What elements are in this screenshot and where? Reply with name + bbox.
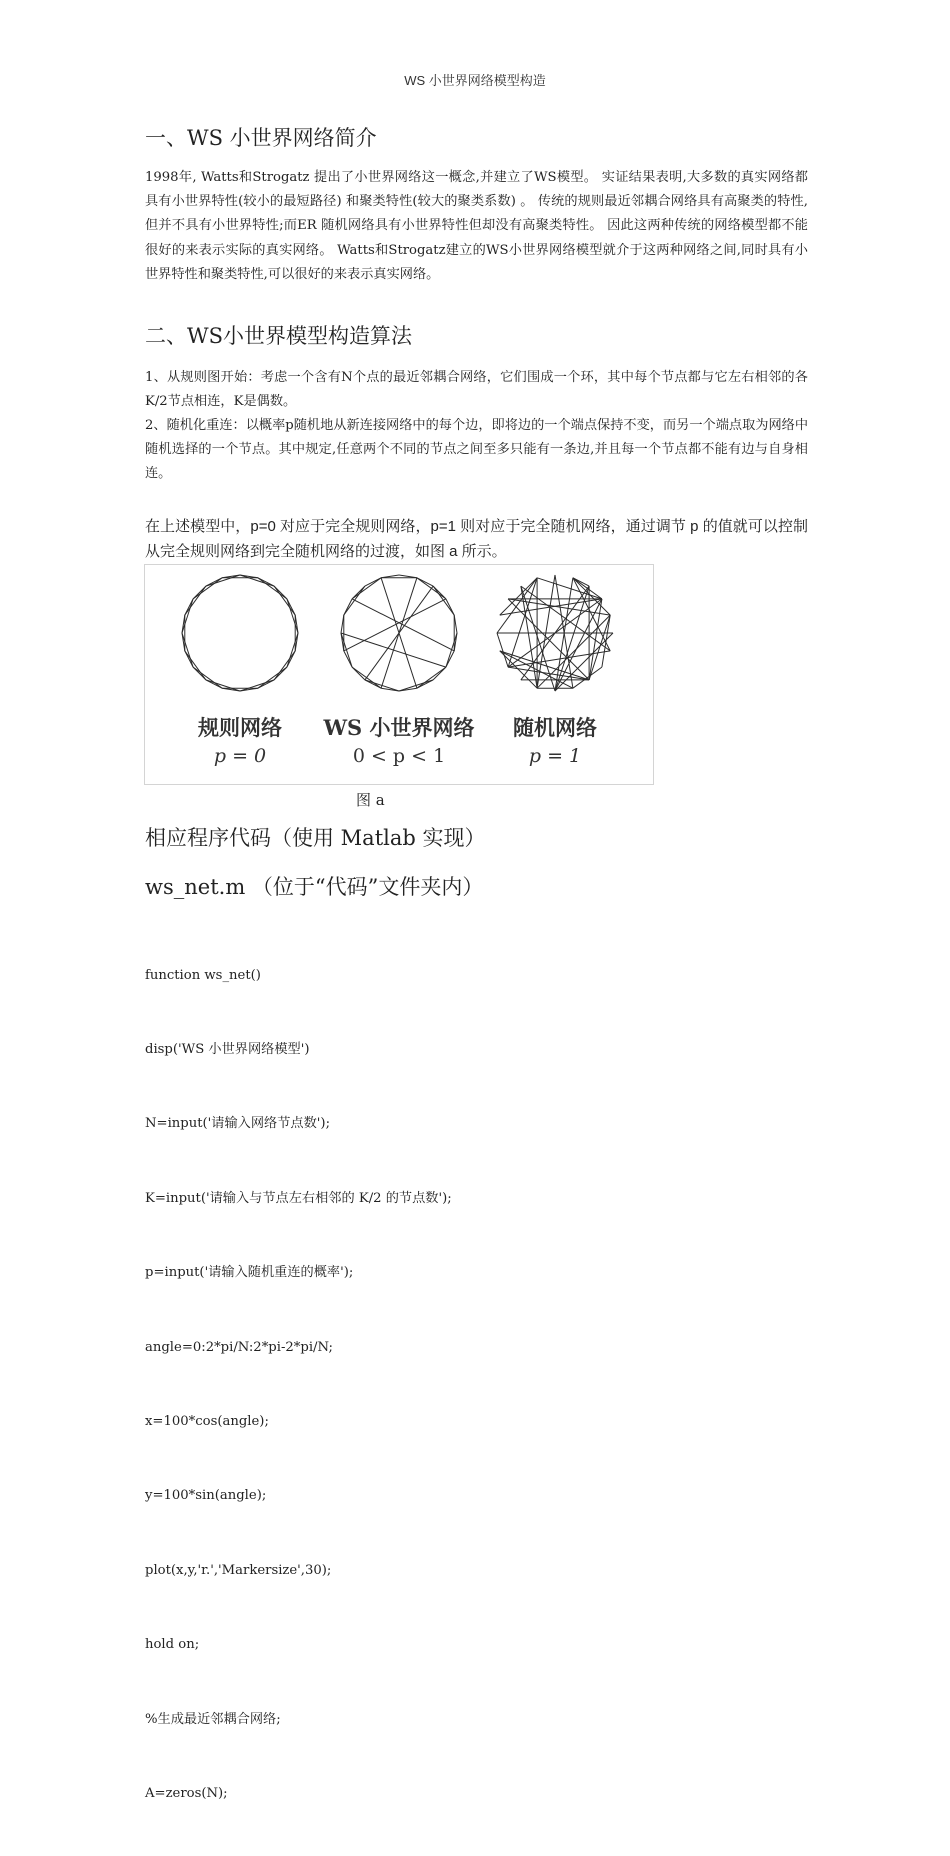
network-edge [193,578,222,599]
code-line: p=input('请输入随机重连的概率'); [145,1265,354,1281]
network-edge [537,578,602,599]
regular-network-graph [182,575,298,691]
code-line: x=100*cos(angle); [145,1413,269,1429]
network-edge [274,586,295,615]
panel-label-random: 随机网络 [513,715,597,740]
network-edge [352,667,365,680]
code-line: angle=0:2*pi/N:2*pi-2*pi/N; [145,1339,333,1355]
code-line: N=input('请输入网络节点数'); [145,1116,331,1132]
network-edge [182,599,193,633]
network-edge [274,651,295,680]
section1-heading: 一、WS 小世界网络简介 [145,126,377,150]
code-line: y=100*sin(angle); [145,1488,267,1504]
panel-param-regular: p = 0 [213,745,267,767]
network-edge [287,633,298,667]
figure-caption: 图 a [356,791,385,809]
network-edge [573,578,610,615]
network-edge [521,586,555,691]
network-edge [417,667,446,688]
network-edge [352,599,454,651]
network-edge [185,586,206,615]
network-edge [497,633,508,667]
network-edge [497,578,537,633]
network-edge [206,680,240,691]
code-line: hold on; [145,1637,200,1653]
network-edge [193,667,222,688]
code-file-heading: ws_net.m （位于“代码”文件夹内） [145,875,484,899]
panel-param-random: p = 1 [528,745,582,767]
code-line: function ws_net() [145,967,261,983]
code-line: %生成最近邻耦合网络; [145,1711,281,1727]
network-edge [344,599,446,651]
code-line: disp('WS 小世界网络模型') [145,1041,310,1057]
network-edge [500,651,589,680]
network-edge [182,633,193,667]
network-edge [287,599,298,633]
network-edge [258,578,287,599]
code-line: plot(x,y,'r.','Markersize',30); [145,1562,332,1578]
algorithm-step-2: 2、随机化重连：以概率p随机地从新连接网络中的每个边，即将边的一个端点保持不变，而另一个端点取为网络中随机选择的一个节点。其中规定,任意两个不同的节点之间至多只能有一条边,并且每一个节点都不能有边与自身相连。 [145,418,809,481]
panel-label-regular: 规则网络 [198,715,282,740]
panel-label-small-world: WS 小世界网络 [323,715,475,740]
network-edge [206,575,240,586]
code-line: A=zeros(N); [145,1785,228,1801]
page-header: WS 小世界网络模型构造 [404,73,546,88]
network-edge [399,688,417,691]
algorithm-step-1: 1、从规则图开始：考虑一个含有N个点的最近邻耦合网络，它们围成一个环，其中每个节点都与它左右相邻的各K/2节点相连，K是偶数。 [145,370,808,409]
random-network-graph [497,575,613,691]
code-line: K=input('请输入与节点左右相邻的 K/2 的节点数'); [145,1190,452,1206]
section1-paragraph: 1998年, Watts和Strogatz 提出了小世界网络这一概念,并建立了WS模型。 实证结果表明,大多数的真实网络都具有小世界特性(较小的最短路径) 和聚类特性(较大的聚类系数) 。 传统的规则最近邻耦合网络具有高聚类的特性,但并不具有小世界特性;而ER 随机网络具有小世界特性但却没有高聚类特性。 因此这两种传统的网络模型都不能很好的来表示实际的真实网络。 Watts和Strogatz建立的WS小世界网络模型就介于这两种网络之间,同时具有小世界特性和聚类特性,可以很好的来表示真实网络。 [145,170,808,282]
network-edge [240,680,274,691]
network-edge [589,615,610,680]
section2-heading: 二、WS小世界模型构造算法 [145,324,412,348]
network-edge [240,575,274,586]
code-section-heading: 相应程序代码（使用 Matlab 实现） [145,826,486,850]
network-edge [508,599,589,680]
network-edge [446,599,454,615]
small-world-network-graph [341,575,457,691]
network-edge [258,667,287,688]
network-figure [144,564,654,785]
section2-paragraph: 在上述模型中，p=0 对应于完全规则网络，p=1 则对应于完全随机网络，通过调节 p 的值就可以控制从完全规则网络到完全随机网络的过渡，如图 a 所示。 [145,518,808,560]
network-edge [365,578,381,586]
network-edge [365,586,433,680]
network-edge [185,651,206,680]
network-edge [602,615,610,667]
panel-param-small-world: 0 < p < 1 [352,745,446,767]
network-edge [352,578,381,599]
network-illustration [145,565,653,784]
code-block [145,914,452,1856]
